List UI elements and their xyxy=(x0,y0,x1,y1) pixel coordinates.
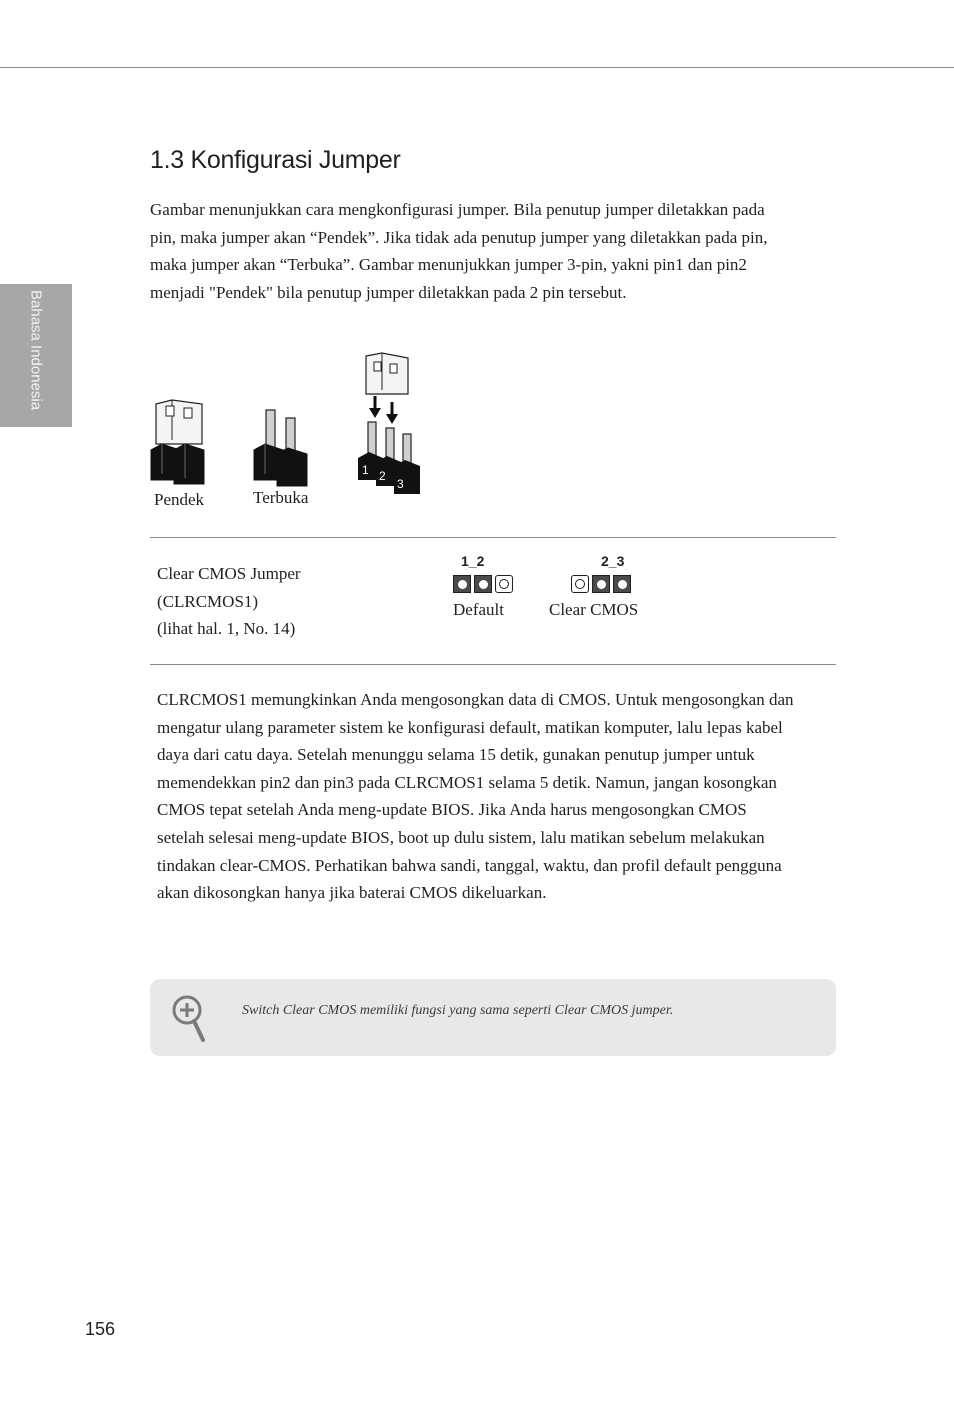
language-side-tab xyxy=(0,284,72,427)
short-jumper-graphic xyxy=(151,400,204,484)
jumper-illustration xyxy=(150,352,425,514)
short-label: Pendek xyxy=(154,490,205,509)
default-pin-header: 1_2 xyxy=(461,553,485,569)
pin-number-3: 3 xyxy=(397,477,404,491)
page-number: 156 xyxy=(85,1319,116,1339)
header-rule xyxy=(0,67,954,68)
pin-open xyxy=(495,575,513,593)
magnifier-plus-icon xyxy=(170,993,210,1043)
table-top-rule xyxy=(150,537,836,538)
open-label: Terbuka xyxy=(253,488,309,507)
intro-paragraph: Gambar menunjukkan cara mengkonfigurasi jumper. Bila penutup jumper diletakkan pada pin, maka jumper akan “Pendek”. Jika tidak ada penutup jumper yang diletakkan pada pin, maka jumper akan “Terbuka”. Gambar menunjukkan jumper 3-pin, yakni pin1 dan pin2 menjadi "Pendek" bila penutup jumper diletakkan pada 2 pin tersebut. xyxy=(150,200,768,302)
cmos-name-line: Clear CMOS Jumper xyxy=(157,564,301,583)
pin-number-1: 1 xyxy=(362,463,369,477)
default-pin-diagram xyxy=(453,575,513,593)
default-label: Default xyxy=(453,600,504,619)
section-title: 1.3 Konfigurasi Jumper xyxy=(150,146,401,174)
three-pin-jumper-graphic xyxy=(358,353,420,494)
pin-shorted xyxy=(592,575,610,593)
open-jumper-graphic xyxy=(254,410,307,486)
pin-shorted xyxy=(453,575,471,593)
clear-cmos-pin-diagram xyxy=(571,575,631,593)
table-bottom-rule xyxy=(150,664,836,665)
cmos-name-line: (lihat hal. 1, No. 14) xyxy=(157,619,296,638)
pin-shorted xyxy=(474,575,492,593)
clear-pin-header: 2_3 xyxy=(601,553,625,569)
pin-open xyxy=(571,575,589,593)
language-tab-label: Bahasa Indonesia xyxy=(27,290,45,411)
note-box xyxy=(150,979,836,1056)
note-text: Switch Clear CMOS memiliki fungsi yang sama seperti Clear CMOS jumper. xyxy=(242,1003,674,1018)
clrcmos-description: CLRCMOS1 memungkinkan Anda mengosongkan data di CMOS. Untuk mengosongkan dan mengatur ulang parameter sistem ke konfigurasi default, matikan komputer, lalu lepas kabel daya dari catu daya. Setelah menunggu selama 15 detik, gunakan penutup jumper untuk memendekkan pin2 dan pin3 pada CLRCMOS1 selama 5 detik. Namun, jangan kosongkan CMOS tepat setelah Anda meng-update BIOS. Jika Anda harus mengosongkan CMOS setelah selesai meng-update BIOS, boot up dulu sistem, lalu matikan sebelum melakukan tindakan clear-CMOS. Perhatikan bahwa sandi, tanggal, waktu, dan profil default pengguna akan dikosongkan hanya jika baterai CMOS dikeluarkan. xyxy=(157,690,794,903)
pin-shorted xyxy=(613,575,631,593)
cmos-name-line: (CLRCMOS1) xyxy=(157,591,259,611)
pin-number-2: 2 xyxy=(379,469,386,483)
clear-cmos-label: Clear CMOS xyxy=(549,600,639,619)
cmos-jumper-name xyxy=(157,560,301,643)
